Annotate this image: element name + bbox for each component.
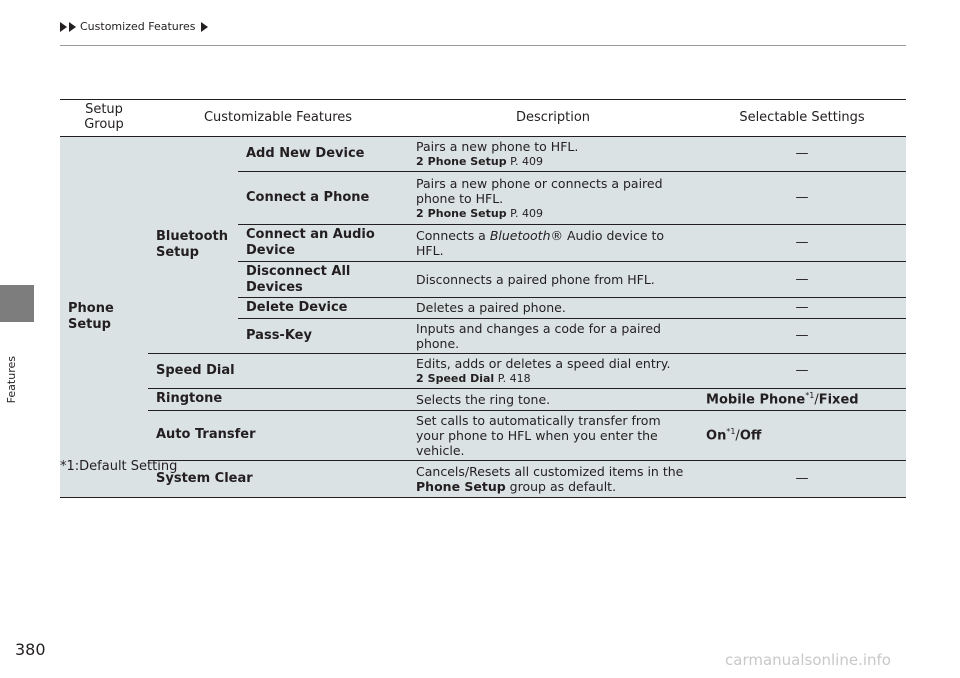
table-row [60,137,906,172]
description-cell [408,225,698,262]
setting-option: On [706,428,727,444]
table-row [60,410,906,460]
description-cell [408,460,698,497]
setting-cell: — [698,460,906,497]
group-phone-setup: Phone Setup [60,137,148,498]
setting-separator: / [735,428,740,444]
cross-reference-link[interactable] [416,207,690,220]
feature-connect-a-phone: Connect a Phone [238,172,408,225]
cross-reference-link[interactable] [416,155,690,168]
feature-pass-key: Pass-Key [238,318,408,353]
table-row [60,353,906,388]
feature-add-new-device: Add New Device [238,137,408,172]
feature-auto-transfer: Auto Transfer [148,410,408,460]
description-text: Selects the ring tone. [408,388,698,410]
description-text: group as default. [505,478,617,494]
reference-title: Phone Setup [427,206,507,220]
table-row [60,460,906,497]
triangle-right-icon [69,22,76,32]
setting-cell: — [698,172,906,225]
cross-reference-link[interactable] [416,372,690,385]
header-rule [60,45,906,46]
table-row [60,388,906,410]
setting-cell: — [698,137,906,172]
subgroup-bluetooth-setup: Bluetooth Setup [148,137,238,354]
description-cell [408,172,698,225]
description-text: Cancels/Resets all customized items in the [416,463,684,479]
description-text: Deletes a paired phone. [408,298,698,319]
description-text: Edits, adds or deletes a speed dial entry. [416,356,671,372]
feature-connect-an-audio-device: Connect an Audio Device [238,225,408,262]
breadcrumb-label[interactable]: Customized Features [80,20,196,33]
triangle-right-icon [201,22,208,32]
section-tab [0,285,34,322]
reference-page: P. 409 [510,155,544,169]
feature-speed-dial: Speed Dial [148,353,408,388]
setting-option: Off [739,428,762,444]
customized-features-table [60,99,906,498]
reference-title: Speed Dial [427,372,495,386]
reference-arrow-icon: 2 [416,206,424,220]
description-text: Inputs and changes a code for a paired phone. [408,318,698,353]
setting-option: Fixed [818,392,859,408]
feature-delete-device: Delete Device [238,298,408,319]
watermark: carmanualsonline.info [725,651,891,669]
setting-cell [698,388,906,410]
description-cell [408,353,698,388]
reference-arrow-icon: 2 [416,372,424,386]
default-footnote-marker: *1 [805,390,815,400]
feature-disconnect-all-devices: Disconnect All Devices [238,262,408,298]
reference-page: P. 418 [497,372,531,386]
description-text: Disconnects a paired phone from HFL. [408,262,698,298]
header-customizable-features: Customizable Features [148,100,408,137]
setting-option: Mobile Phone [706,392,806,408]
table-header-row [60,100,906,137]
description-text: ® Audio device to HFL. [416,228,665,258]
reference-page: P. 409 [510,206,544,220]
description-text: Connects a [416,228,490,243]
reference-arrow-icon: 2 [416,155,424,169]
description-bold: Phone Setup [416,478,506,494]
description-text: Pairs a new phone or connects a paired phone to HFL. [416,175,663,206]
footnote-default-setting: *1:Default Setting [60,459,178,474]
header-description: Description [408,100,698,137]
feature-system-clear: System Clear [148,460,408,497]
description-text: Set calls to automatically transfer from your phone to HFL when you enter the vehicle. [408,410,698,460]
feature-ringtone: Ringtone [148,388,408,410]
side-section-label: Features [5,356,18,404]
description-italic: Bluetooth [489,228,551,243]
header-setup-group: Setup Group [60,100,148,137]
setting-cell: — [698,353,906,388]
setting-separator: / [814,392,819,408]
default-footnote-marker: *1 [726,426,736,436]
setting-cell [698,410,906,460]
reference-title: Phone Setup [427,155,507,169]
breadcrumb [60,20,208,33]
setting-cell: — [698,318,906,353]
page-number: 380 [15,640,46,659]
header-selectable-settings: Selectable Settings [698,100,906,137]
setting-cell: — [698,225,906,262]
description-text: Pairs a new phone to HFL. [416,139,579,155]
setting-cell: — [698,298,906,319]
triangle-right-icon [60,22,67,32]
setting-cell: — [698,262,906,298]
description-cell [408,137,698,172]
